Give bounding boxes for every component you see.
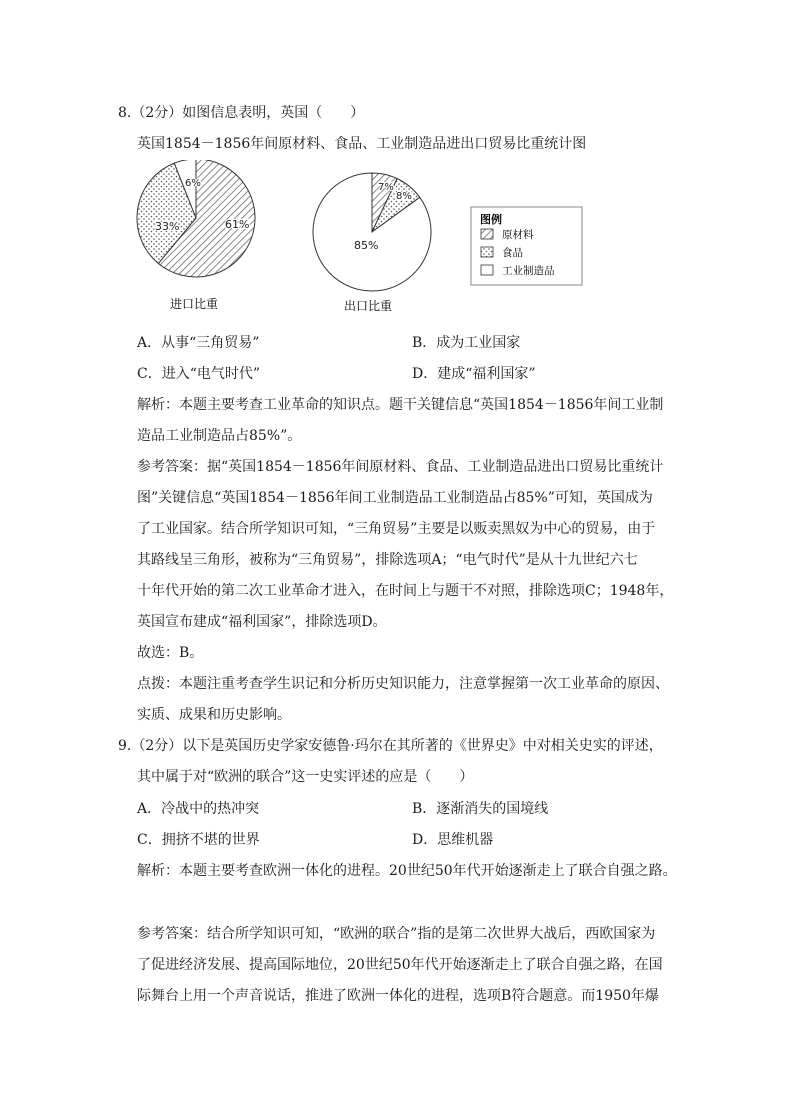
q9-answer-line: 参考答案：结合所学知识可知，“欧洲的联合”指的是第二次世界大战后，西欧国家为 (137, 926, 656, 942)
export-label-food: 8% (396, 191, 412, 202)
trade-pie-figure (130, 160, 600, 320)
export-pie-caption: 出口比重 (344, 299, 393, 313)
figure-title: 英国1854－1856年间原材料、食品、工业制造品进出口贸易比重统计图 (137, 136, 587, 152)
q8-stem: 8.（2分）如图信息表明，英国（ ） (118, 105, 365, 121)
q8-answer-line: 参考答案：据“英国1854－1856年间原材料、食品、工业制造品进出口贸易比重统计 (137, 459, 664, 475)
q8-option-b: B．成为工业国家 (412, 335, 521, 351)
export-label-raw-materials: 7% (378, 182, 394, 193)
q8-option-c: C．进入“电气时代” (137, 366, 261, 382)
legend-swatch-manufactured (481, 265, 493, 275)
q9-answer-line: 际舞台上用一个声音说话，推进了欧洲一体化的进程，选项B符合题意。而1950年爆 (137, 988, 659, 1004)
import-pie (137, 160, 255, 277)
q8-tips-line: 点拨：本题注重考查学生识记和分析历史知识能力，注意掌握第一次工业革命的原因、 (137, 676, 669, 692)
q9-answer-line: 了促进经济发展、提高国际地位，20世纪50年代开始逐渐走上了联合自强之路，在国 (137, 957, 663, 973)
q8-answer-line: 其路线呈三角形，被称为“三角贸易”，排除选项A；“电气时代”是从十九世纪六七 (137, 552, 638, 568)
legend-label-raw-materials: 原材料 (502, 229, 534, 241)
q9-stem-line: 9.（2分）以下是英国历史学家安德鲁·玛尔在其所著的《世界史》中对相关史实的评述， (118, 738, 663, 754)
import-label-manufactured: 6% (185, 178, 201, 189)
export-label-manufactured: 85% (354, 239, 379, 252)
q9-stem-line: 其中属于对“欧洲的联合”这一史实评述的应是（ ） (137, 769, 474, 785)
legend-label-food: 食品 (502, 247, 523, 259)
q8-option-d: D．建成“福利国家” (412, 366, 536, 382)
q8-choice: 故选：B。 (137, 645, 204, 661)
legend-label-manufactured: 工业制造品 (502, 265, 555, 277)
pie-charts-svg (130, 160, 600, 320)
q9-option-c: C．拥挤不堪的世界 (137, 832, 260, 848)
q8-tips-line: 实质、成果和历史影响。 (137, 707, 291, 723)
import-pie-caption: 进口比重 (170, 297, 219, 311)
q8-analysis-line: 造品工业制造品占85%”。 (137, 428, 302, 444)
export-pie (313, 173, 431, 291)
q8-answer-line: 图”关键信息“英国1854－1856年间工业制造品工业制造品占85%”可知，英国成为 (137, 490, 653, 506)
q8-analysis-line: 解析：本题主要考查工业革命的知识点。题干关键信息“英国1854－1856年间工业制 (137, 397, 664, 413)
legend-title: 图例 (480, 213, 502, 226)
q8-answer-line: 十年代开始的第二次工业革命才进入，在时间上与题干不对照，排除选项C；1948年， (137, 583, 674, 599)
q9-option-d: D．思维机器 (412, 832, 494, 848)
q9-option-a: A．冷战中的热冲突 (137, 801, 260, 817)
q8-option-a: A．从事“三角贸易” (137, 335, 260, 351)
legend-swatch-food (481, 247, 493, 257)
import-label-raw-materials: 61% (225, 218, 250, 231)
q8-answer-line: 英国宣布建成“福利国家”，排除选项D。 (137, 614, 387, 630)
q9-option-b: B．逐渐消失的国境线 (412, 801, 549, 817)
q9-analysis: 解析：本题主要考查欧洲一体化的进程。20世纪50年代开始逐渐走上了联合自强之路。 (137, 863, 677, 879)
legend (471, 207, 582, 285)
import-label-food: 33% (155, 220, 180, 233)
legend-swatch-raw-materials (481, 229, 493, 239)
q8-answer-line: 了工业国家。结合所学知识可知，“三角贸易”主要是以贩卖黑奴为中心的贸易，由于 (137, 521, 656, 537)
